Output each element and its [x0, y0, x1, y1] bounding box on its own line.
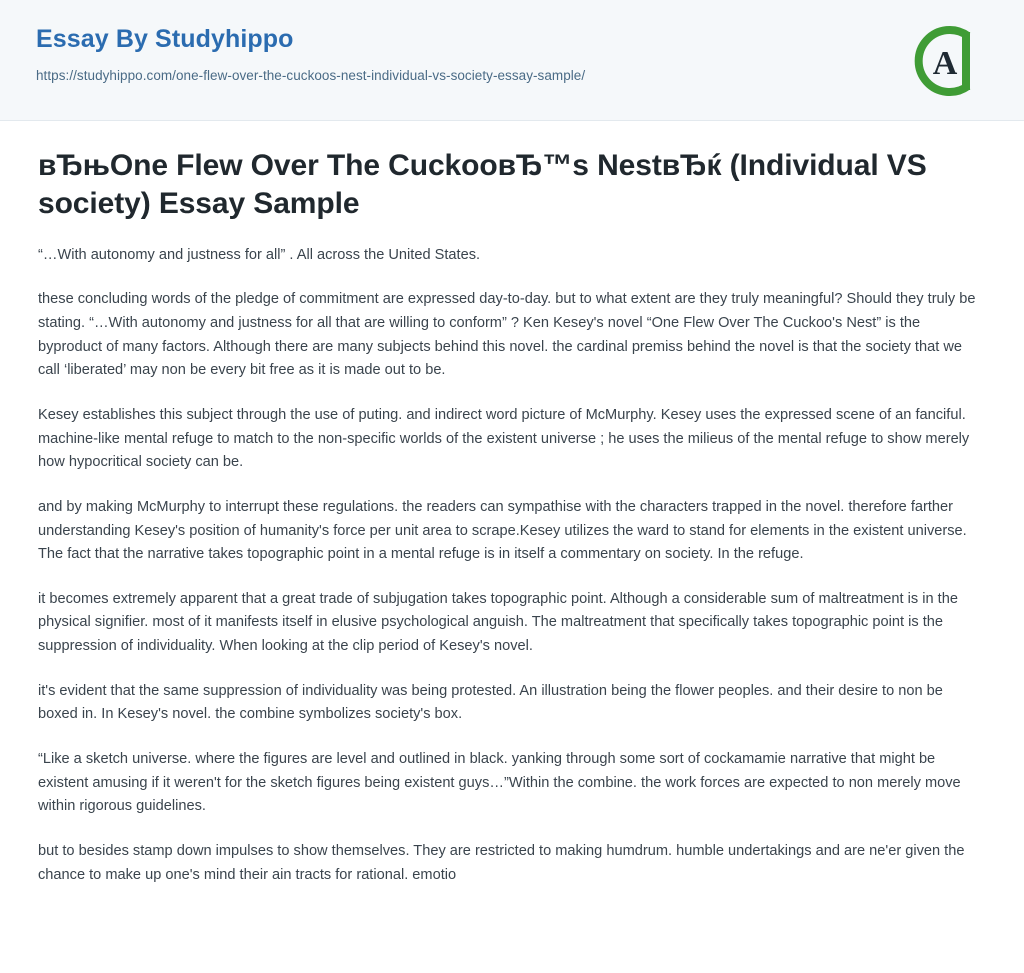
paragraph: but to besides stamp down impulses to show themselves. They are restricted to making humdrum. humble undertakings and are ne'er given the chance to make up one's mind their ain tracts for rational. emotio	[38, 842, 965, 883]
source-url[interactable]: https://studyhippo.com/one-flew-over-the-cuckoos-nest-individual-vs-society-essay-sample/	[36, 67, 586, 83]
paragraph: Kesey establishes this subject through the use of puting. and indirect word picture of McMurphy. Kesey uses the expressed scene of an fanciful. machine-like mental refuge to match to the non-specific worlds of the existent universe ; he uses the milieus of the mental refuge to show merely how hypocritical society can be.	[38, 406, 970, 471]
svg-text:A: A	[932, 45, 958, 82]
paragraph: these concluding words of the pledge of commitment are expressed day-to-day. but to what extent are they truly meaningful? Should they truly be stating. “…With autonomy and justness for all that are willing to conform” ? Ken Kesey's novel “One Flew Over The Cuckoo's Nest” is the byproduct of many factors. Although there are many subjects behind this novel. the cardinal premiss behind the novel is that the society that we call ‘liberated’ may non be every bit free as it is made out to be.	[38, 291, 976, 379]
studyhippo-logo-icon	[906, 22, 984, 100]
paragraph: “…With autonomy and justness for all” . All across the United States.	[38, 246, 481, 263]
page-title: вЂњOne Flew Over The CuckooвЂ™s NestвЂќ (Individual VS society) Essay Sample	[38, 149, 927, 221]
site-title: Essay By Studyhippo	[36, 25, 294, 53]
paragraph: “Like a sketch universe. where the figures are level and outlined in black. yanking through some sort of cockamamie narrative that might be existent amusing if it weren't for the sketch figures being existent guys…”Within the combine. the work forces are expected to non merely move within rigorous guidelines.	[38, 751, 961, 815]
paragraph: it's evident that the same suppression of individuality was being protested. An illustration being the flower peoples. and their desire to non be boxed in. In Kesey's novel. the combine symbolizes society's box.	[38, 682, 943, 723]
article-body	[0, 121, 1024, 907]
site-header	[0, 0, 1024, 121]
paragraph: it becomes extremely apparent that a great trade of subjugation takes topographic point. Although a considerable sum of maltreatment is in the physical signifier. most of it manifests itself in elusive psychological anguish. The maltreatment that specifically takes topographic point is the suppression of individuality. When looking at the clip period of Kesey's novel.	[38, 590, 958, 655]
paragraph: and by making McMurphy to interrupt these regulations. the readers can sympathise with the characters trapped in the novel. therefore farther understanding Kesey's position of humanity's force per unit area to scrape.Kesey utilizes the ward to stand for elements in the existent universe. The fact that the narrative takes topographic point in a mental refuge is in itself a commentary on society. In the refuge.	[38, 498, 967, 563]
